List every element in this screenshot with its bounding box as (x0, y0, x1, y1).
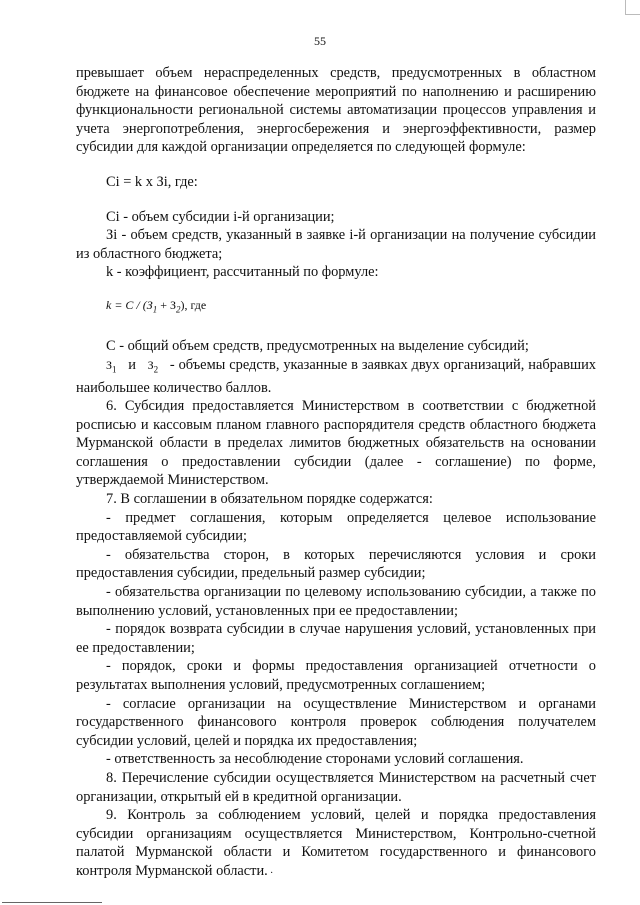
formula-coefficient (76, 296, 596, 319)
formula-coefficient-lhs: k = C / (З (106, 297, 153, 312)
word-and: и (128, 356, 136, 373)
definition-k: k - коэффициент, рассчитанный по формуле: (106, 264, 379, 281)
paragraph-9: 9. Контроль за соблюдением условий, целей и порядка предоставления субсидии организациям осуществляется Министерством, Контрольно-счетной палатой Мурманской области и Комитетом государственного и финансового контроля Мурманской области. (76, 807, 596, 879)
formula-coefficient-sub2: 2 (175, 304, 181, 315)
formula-coefficient-sub1: 1 (152, 304, 158, 315)
list-item: - порядок, сроки и формы предоставления организацией отчетности о результатах выполнения условий, предусмотренных соглашением; (76, 658, 596, 693)
paragraph-continuation: превышает объем нераспределенных средств, предусмотренных в областном бюджете на финансовое обеспечение мероприятий по наполнению и расширению функциональности региональной системы автоматизации процессов управления и учета энергопотребления, энергосбережения и энергоэффективности, размер субсидии для каждой организации определяется по следующей формуле: (76, 65, 596, 156)
scan-dot: · (270, 868, 274, 879)
page-corner-mark (625, 0, 640, 15)
formula-subsidy: Ci = k x Зi, где: (106, 173, 198, 190)
definition-z1-z2 (76, 356, 596, 398)
page-number: 55 (314, 34, 326, 48)
symbol-z1: $З_1$ (106, 357, 117, 374)
list-item: - обязательства организации по целевому использованию субсидии, а также по выполнению условий, установленных при ее предоставлении; (76, 584, 596, 619)
list-item: - согласие организации на осуществление Министерством и органами государственного финансового контроля проверок соблюдения получателем субсидии условий, целей и порядка их предоставления; (76, 695, 596, 749)
paragraph-8: 8. Перечисление субсидии осуществляется Министерством на расчетный счет организации, открытый ей в кредитной организации. (76, 769, 596, 805)
definition-c: C - общий объем средств, предусмотренных на выделение субсидий; (106, 337, 529, 354)
paragraph-7: 7. В соглашении в обязательном порядке содержатся: (106, 491, 433, 508)
list-item: - обязательства сторон, в которых перечисляются условия и сроки предоставления субсидии, предельный размер субсидии; (76, 546, 596, 582)
list-item: - порядок возврата субсидии в случае нарушения условий, установленных при ее предоставлении; (76, 621, 596, 656)
definition-z1-z2-text: - объемы средств, указанные в заявках двух организаций, набравших наибольшее количество баллов. (76, 356, 597, 396)
formula-coefficient-plus: + З (157, 297, 176, 312)
definition-ci: Ci - объем субсидии i-й организации; (106, 208, 335, 225)
list-item: - ответственность за несоблюдение сторонами условий соглашения. (106, 751, 524, 768)
list-item: - предмет соглашения, которым определяется целевое использование предоставляемой субсидии; (76, 509, 596, 545)
paragraph-6: 6. Субсидия предоставляется Министерством в соответствии с бюджетной росписью и кассовым планом главного распорядителя средств областного бюджета Мурманской области в пределах лимитов бюджетных обязательств на основании соглашения о предоставлении субсидии (далее - соглашение) по форме, утверждаемой Министерством. (76, 398, 596, 489)
formula-coefficient-rhs: ), где (180, 297, 207, 312)
footer-rule (2, 902, 102, 903)
document-body (76, 64, 596, 881)
symbol-z2: $З_2$ (147, 357, 159, 374)
definition-zi: Зi - объем средств, указанный в заявке i-й организации на получение субсидии из областного бюджета; (76, 227, 596, 262)
